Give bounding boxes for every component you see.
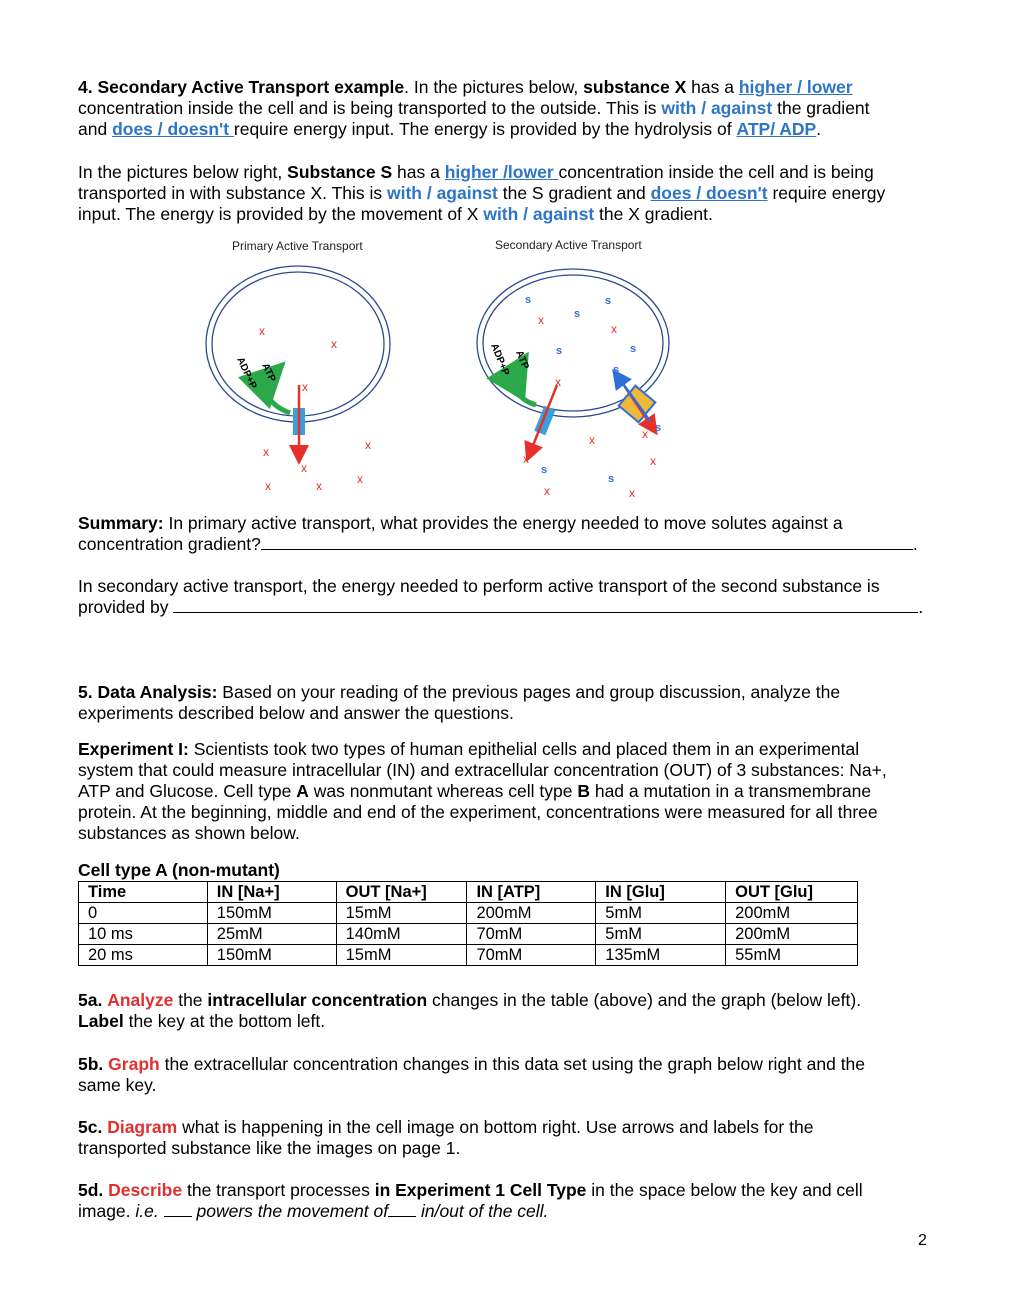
- x-marker: x: [357, 472, 363, 486]
- table-cell: 10 ms: [79, 924, 208, 945]
- s-marker: s: [630, 343, 637, 355]
- q4-heading: 4. Secondary Active Transport example: [78, 77, 405, 97]
- q5b-line-1: 5b. Graph the extracellular concentration changes in this data set using the graph below right and the: [78, 1054, 866, 1074]
- summary-line-1: Summary: In primary active transport, what provides the energy needed to move solutes against a: [78, 513, 843, 533]
- exp-line-2: system that could measure intracellular (IN) and extracellular concentration (OUT) of 3 substances: Na+,: [78, 760, 887, 780]
- x-marker: x: [650, 454, 656, 468]
- x-marker: x: [259, 324, 265, 338]
- table-header-row: [79, 882, 858, 903]
- primary-transport-title: Primary Active Transport: [232, 239, 363, 253]
- secondary-x-arrow: [530, 385, 557, 453]
- q5a-line-1: 5a. Analyze the intracellular concentration changes in the table (above) and the graph (below left).: [78, 990, 862, 1010]
- q5-line-2: experiments described below and answer the questions.: [78, 703, 514, 723]
- table-cell: 0: [79, 903, 208, 924]
- secondary-atp-label: ATP: [513, 349, 531, 371]
- x-marker: x: [538, 313, 544, 327]
- table-cell: 20 ms: [79, 945, 208, 966]
- table-cell: 70mM: [467, 924, 596, 945]
- option-does-doesnt-s[interactable]: does / doesn't: [650, 183, 768, 203]
- table-caption: Cell type A (non-mutant): [78, 860, 280, 880]
- transport-diagram: [0, 255, 1014, 505]
- data-table: [78, 881, 858, 966]
- table-cell: 25mM: [207, 924, 336, 945]
- q4-line-2: concentration inside the cell and is being transported to the outside. This is with / against the gradient: [78, 98, 870, 118]
- table-row: [79, 903, 858, 924]
- table-cell: 15mM: [336, 903, 467, 924]
- q5d-blank-1[interactable]: [164, 1202, 192, 1217]
- s-marker: s: [608, 473, 615, 485]
- x-marker: x: [642, 427, 648, 441]
- option-does-doesnt-x[interactable]: does / doesn't: [112, 119, 234, 139]
- summary-line-3: In secondary active transport, the energy needed to perform active transport of the second substance is: [78, 576, 880, 596]
- s-marker: s: [556, 345, 563, 357]
- table-cell: 140mM: [336, 924, 467, 945]
- x-marker: x: [523, 452, 529, 466]
- secondary-transport-title: Secondary Active Transport: [495, 238, 642, 252]
- page-number: 2: [918, 1232, 927, 1249]
- summary-line-4: provided by .: [78, 597, 924, 617]
- table-cell: 150mM: [207, 903, 336, 924]
- x-marker: x: [263, 445, 269, 459]
- table-cell: 15mM: [336, 945, 467, 966]
- x-marker: x: [611, 322, 617, 336]
- s-marker: s: [605, 295, 612, 307]
- x-marker: x: [331, 337, 337, 351]
- option-atp-adp[interactable]: ATP/ ADP: [736, 119, 817, 139]
- secondary-pump: [534, 406, 555, 436]
- q5b-line-2: same key.: [78, 1075, 157, 1095]
- table-cell: 200mM: [726, 903, 858, 924]
- table-cell: 200mM: [467, 903, 596, 924]
- q5-line-1: 5. Data Analysis: Based on your reading of the previous pages and group discussion, analyze the: [78, 682, 841, 702]
- x-marker: x: [302, 380, 308, 394]
- col-header: OUT [Na+]: [336, 882, 467, 903]
- col-header: IN [Na+]: [207, 882, 336, 903]
- col-header: OUT [Glu]: [726, 882, 858, 903]
- s-marker: s: [525, 294, 532, 306]
- table-row: [79, 945, 858, 966]
- exp-line-4: protein. At the beginning, middle and end of the experiment, concentrations were measured for all three: [78, 802, 878, 822]
- table-cell: 150mM: [207, 945, 336, 966]
- primary-atp-arrow: [265, 379, 290, 413]
- col-header: Time: [79, 882, 208, 903]
- primary-x-markers: [259, 324, 371, 493]
- col-header: IN [ATP]: [467, 882, 596, 903]
- table-row: [79, 924, 858, 945]
- exp-line-5: substances as shown below.: [78, 823, 300, 843]
- x-marker: x: [316, 479, 322, 493]
- table-cell: 5mM: [596, 903, 726, 924]
- table-cell: 55mM: [726, 945, 858, 966]
- option-higher-lower-s[interactable]: higher /lower: [444, 162, 559, 182]
- table-cell: 70mM: [467, 945, 596, 966]
- x-marker: x: [365, 438, 371, 452]
- q4-line-1: 4. Secondary Active Transport example. In the pictures below, substance X has a higher / lower: [78, 77, 853, 97]
- q4-line-4: In the pictures below right, Substance S has a higher /lower concentration inside the cell and is being: [78, 162, 874, 182]
- s-marker: s: [655, 422, 662, 434]
- x-marker: x: [555, 375, 561, 389]
- x-marker: x: [301, 461, 307, 475]
- table-cell: 200mM: [726, 924, 858, 945]
- table-cell: 5mM: [596, 924, 726, 945]
- q5d-blank-2[interactable]: [388, 1202, 416, 1217]
- q4-line-5: transported in with substance X. This is with / against the S gradient and does / doesn't require energy: [78, 183, 886, 203]
- secondary-adp-label: ADP+P: [488, 342, 512, 378]
- q5c-line-1: 5c. Diagram what is happening in the cell image on bottom right. Use arrows and labels for the: [78, 1117, 814, 1137]
- q4-line-3: and does / doesn't require energy input. The energy is provided by the hydrolysis of ATP/ ADP.: [78, 119, 822, 139]
- q5d-line-2: image. i.e. powers the movement of in/out of the cell.: [78, 1201, 549, 1221]
- option-with-against-x[interactable]: with / against: [661, 98, 773, 118]
- table-cell: 135mM: [596, 945, 726, 966]
- x-marker: x: [544, 484, 550, 498]
- summary-answer-blank-1[interactable]: [261, 535, 913, 550]
- primary-adp-label: ADP+P: [234, 355, 259, 391]
- x-marker: x: [265, 479, 271, 493]
- q5d-line-1: 5d. Describe the transport processes in Experiment 1 Cell Type in the space below the key and cell: [78, 1180, 863, 1200]
- q4-line-6: input. The energy is provided by the movement of X with / against the X gradient.: [78, 204, 713, 224]
- summary-line-2: concentration gradient? .: [78, 534, 918, 554]
- option-with-against-x-gradient[interactable]: with / against: [483, 204, 595, 224]
- q5a-line-2: Label the key at the bottom left.: [78, 1011, 326, 1031]
- exp-line-1: Experiment I: Scientists took two types of human epithelial cells and placed them in an experimental: [78, 739, 860, 759]
- col-header: IN [Glu]: [596, 882, 726, 903]
- q5c-line-2: transported substance like the images on page 1.: [78, 1138, 461, 1158]
- option-with-against-s[interactable]: with / against: [387, 183, 498, 203]
- secondary-atp-arrow: [514, 373, 536, 405]
- summary-answer-blank-2[interactable]: [173, 598, 918, 613]
- option-higher-lower-x[interactable]: higher / lower: [738, 77, 853, 97]
- primary-atp-label: ATP: [259, 361, 278, 384]
- x-marker: x: [629, 486, 635, 500]
- exp-line-3: ATP and Glucose. Cell type A was nonmutant whereas cell type B had a mutation in a transmembrane: [78, 781, 872, 801]
- s-marker: s: [613, 364, 620, 376]
- s-marker: s: [574, 308, 581, 320]
- s-marker: s: [541, 464, 548, 476]
- x-marker: x: [589, 433, 595, 447]
